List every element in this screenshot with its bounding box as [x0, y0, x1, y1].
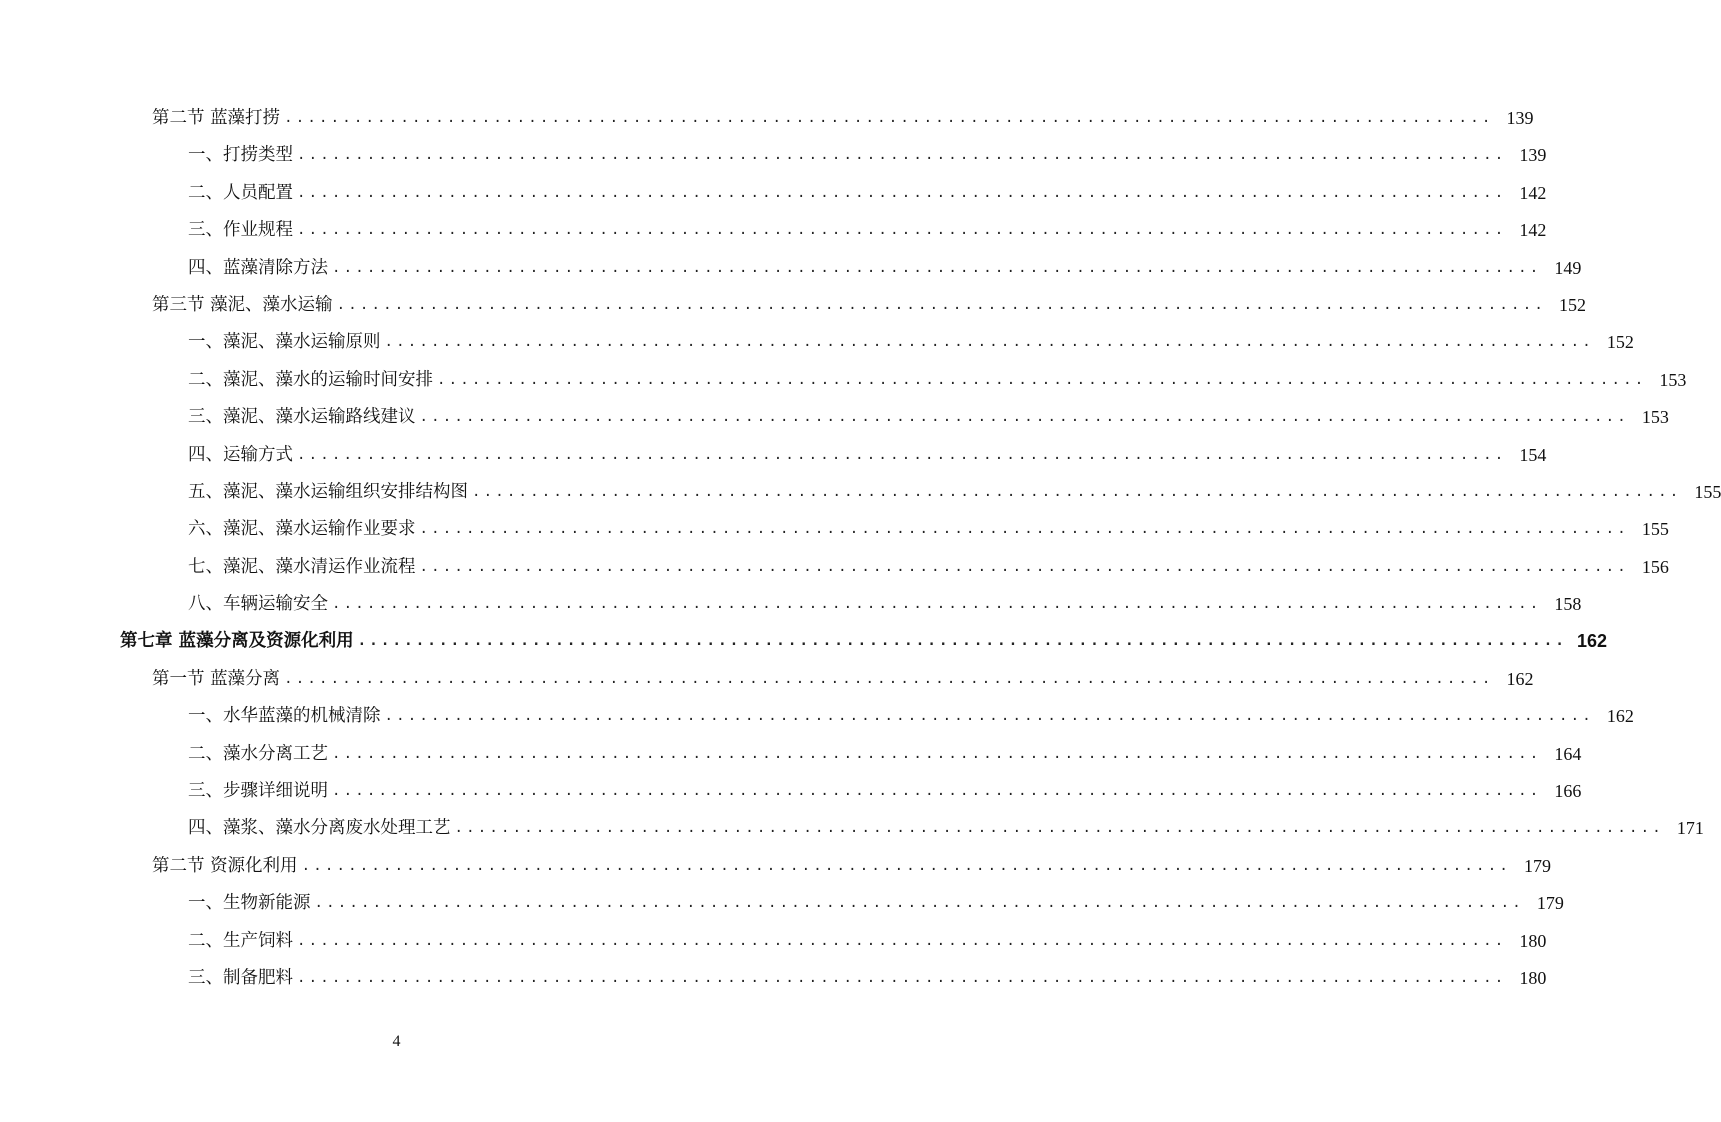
toc-entry-title: 七、藻泥、藻水清运作业流程: [188, 556, 416, 577]
toc-entry-section[interactable]: [0, 100, 1534, 137]
toc-entry-page-number: 166: [1554, 781, 1582, 802]
dot-leader: ........................................................................................................: [297, 969, 1507, 986]
toc-entry-item[interactable]: [0, 773, 1582, 810]
toc-entry-page-number: 142: [1519, 220, 1547, 241]
toc-entry-title: 四、蓝藻清除方法: [188, 257, 328, 278]
page-number: 4: [392, 1033, 401, 1050]
toc-entry-page-number: 142: [1519, 182, 1547, 203]
dot-leader: ........................................................................................................: [314, 895, 1524, 912]
toc-entry-title: 四、运输方式: [188, 444, 293, 465]
toc-entry-title: 三、制备肥料: [188, 967, 293, 988]
dot-leader: ........................................................................................................: [437, 371, 1647, 388]
toc-entry-title: 二、生产饲料: [188, 930, 293, 951]
toc-entry-page-number: 171: [1676, 818, 1704, 839]
dot-leader: ........................................................................................................: [297, 222, 1507, 239]
toc-entry-item[interactable]: [0, 137, 1547, 174]
toc-entry-page-number: 156: [1641, 556, 1669, 577]
dot-leader: ........................................................................................................: [297, 932, 1507, 949]
toc-entry-title: 三、藻泥、藻水运输路线建议: [188, 407, 416, 428]
toc-entry-page-number: 162: [1506, 668, 1534, 689]
toc-entry-page-number: 155: [1694, 481, 1721, 502]
toc-entry-title: 二、藻泥、藻水的运输时间安排: [188, 369, 433, 390]
toc-entry-item[interactable]: [0, 324, 1634, 361]
dot-leader: ........................................................................................................: [357, 633, 1567, 650]
toc-entry-title: 一、生物新能源: [188, 893, 311, 914]
dot-leader: ........................................................................................................: [384, 334, 1594, 351]
toc-entry-item[interactable]: [0, 586, 1582, 623]
toc-entry-page-number: 164: [1554, 743, 1582, 764]
toc-entry-section[interactable]: [0, 287, 1586, 324]
dot-leader: ........................................................................................................: [419, 521, 1629, 538]
dot-leader: ........................................................................................................: [284, 670, 1494, 687]
toc-entry-item[interactable]: [0, 175, 1547, 212]
toc-entry-chapter[interactable]: [0, 623, 1607, 660]
toc-entry-page-number: 180: [1519, 967, 1547, 988]
toc-entry-page-number: 153: [1659, 369, 1687, 390]
table-of-contents: [0, 100, 1721, 997]
toc-entry-page-number: 152: [1606, 332, 1634, 353]
toc-entry-title: 第七章 蓝藻分离及资源化利用: [120, 631, 354, 652]
toc-entry-page-number: 155: [1641, 519, 1669, 540]
toc-entry-item[interactable]: [0, 810, 1704, 847]
toc-entry-title: 第二节 资源化利用: [152, 855, 298, 876]
toc-entry-page-number: 179: [1523, 855, 1551, 876]
toc-entry-item[interactable]: [0, 362, 1687, 399]
toc-entry-title: 一、藻泥、藻水运输原则: [188, 332, 381, 353]
dot-leader: ........................................................................................................: [297, 446, 1507, 463]
toc-entry-title: 二、藻水分离工艺: [188, 743, 328, 764]
toc-entry-item[interactable]: [0, 511, 1669, 548]
toc-entry-item[interactable]: [0, 698, 1634, 735]
toc-entry-page-number: 180: [1519, 930, 1547, 951]
toc-entry-title: 六、藻泥、藻水运输作业要求: [188, 519, 416, 540]
dot-leader: ........................................................................................................: [301, 857, 1511, 874]
toc-entry-page-number: 139: [1519, 145, 1547, 166]
dot-leader: ........................................................................................................: [332, 596, 1542, 613]
dot-leader: ........................................................................................................: [332, 259, 1542, 276]
toc-entry-item[interactable]: [0, 923, 1547, 960]
toc-entry-title: 三、作业规程: [188, 220, 293, 241]
dot-leader: ........................................................................................................: [454, 820, 1664, 837]
toc-entry-page-number: 162: [1606, 706, 1634, 727]
toc-entry-page-number: 179: [1536, 893, 1564, 914]
dot-leader: ........................................................................................................: [284, 110, 1494, 126]
dot-leader: ........................................................................................................: [419, 409, 1629, 426]
dot-leader: ........................................................................................................: [297, 184, 1507, 201]
toc-entry-page-number: 139: [1506, 108, 1534, 128]
dot-leader: ........................................................................................................: [297, 147, 1507, 164]
toc-entry-item[interactable]: [0, 736, 1582, 773]
toc-entry-title: 四、藻浆、藻水分离废水处理工艺: [188, 818, 451, 839]
toc-entry-title: 二、人员配置: [188, 182, 293, 203]
toc-entry-title: 第一节 蓝藻分离: [152, 668, 281, 689]
dot-leader: ........................................................................................................: [384, 708, 1594, 725]
toc-entry-item[interactable]: [0, 399, 1669, 436]
toc-entry-page-number: 153: [1641, 407, 1669, 428]
dot-leader: ........................................................................................................: [332, 783, 1542, 800]
toc-entry-item[interactable]: [0, 212, 1547, 249]
toc-entry-page-number: 152: [1558, 294, 1586, 315]
toc-entry-page-number: 154: [1519, 444, 1547, 465]
toc-entry-title: 八、车辆运输安全: [188, 594, 328, 615]
toc-entry-title: 一、打捞类型: [188, 145, 293, 166]
toc-entry-item[interactable]: [0, 437, 1547, 474]
toc-entry-title: 第三节 藻泥、藻水运输: [152, 294, 333, 315]
toc-entry-title: 三、步骤详细说明: [188, 781, 328, 802]
toc-entry-item[interactable]: [0, 250, 1582, 287]
toc-entry-item[interactable]: [0, 885, 1564, 922]
toc-entry-section[interactable]: [0, 661, 1534, 698]
dot-leader: ........................................................................................................: [472, 483, 1682, 500]
toc-entry-title: 五、藻泥、藻水运输组织安排结构图: [188, 481, 468, 502]
dot-leader: ........................................................................................................: [419, 558, 1629, 575]
toc-entry-title: 第二节 蓝藻打捞: [152, 108, 281, 128]
toc-entry-page-number: 158: [1554, 594, 1582, 615]
toc-entry-item[interactable]: [0, 549, 1669, 586]
toc-entry-section[interactable]: [0, 848, 1551, 885]
dot-leader: ........................................................................................................: [336, 296, 1546, 313]
dot-leader: ........................................................................................................: [332, 745, 1542, 762]
toc-entry-page-number: 162: [1576, 631, 1607, 652]
toc-entry-item[interactable]: [0, 960, 1547, 997]
toc-entry-page-number: 149: [1554, 257, 1582, 278]
toc-entry-item[interactable]: [0, 474, 1721, 511]
toc-entry-title: 一、水华蓝藻的机械清除: [188, 706, 381, 727]
